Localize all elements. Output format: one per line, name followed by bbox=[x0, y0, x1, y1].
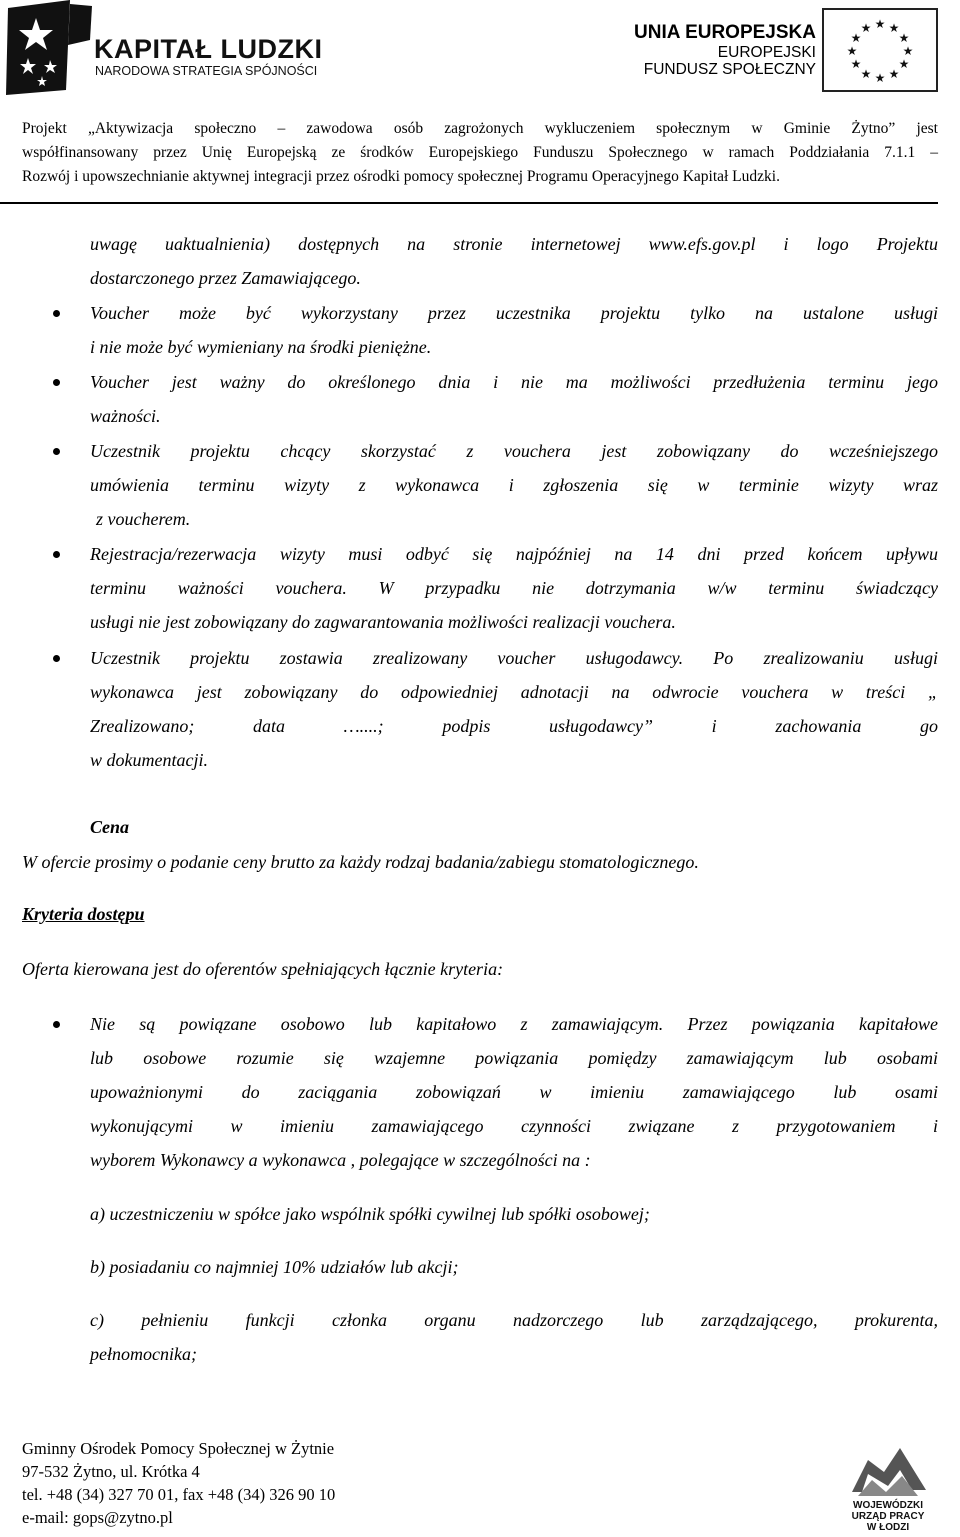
svg-text:★: ★ bbox=[874, 71, 886, 85]
bullet-5-line-4: w dokumentacji. bbox=[90, 750, 208, 770]
item-a: a) uczestniczeniu w spółce jako wspólnik spółki cywilnej lub spółki osobowej; bbox=[90, 1204, 650, 1224]
kapital-ludzki-subtitle: NARODOWA STRATEGIA SPÓJNOŚCI bbox=[95, 64, 318, 78]
item-c-line-1: c) pełnieniu funkcji członka organu nadzorczego lub zarządzającego, prokurenta, bbox=[90, 1310, 938, 1330]
kryteria-bullet-line-5: wyborem Wykonawcy a wykonawca , polegające w szczególności na : bbox=[90, 1150, 591, 1170]
bullet-4-line-3: usługi nie jest zobowiązany do zagwarantowania możliwości realizacji vouchera. bbox=[90, 612, 676, 632]
footer-line-4: e-mail: gops@zytno.pl bbox=[22, 1508, 173, 1527]
svg-text:★: ★ bbox=[874, 17, 886, 31]
bullet-5-line-2: wykonawca jest zobowiązany do odpowiedniej adnotacji na odwrocie vouchera w treści „ bbox=[90, 682, 938, 702]
kryteria-bullet-line-2: lub osobowe rozumie się wzajemne powiązania pomiędzy zamawiającym lub osobami bbox=[90, 1048, 938, 1068]
bullet-2-line-2: ważności. bbox=[90, 406, 161, 426]
svg-text:★: ★ bbox=[902, 44, 914, 58]
eu-logo-line3: FUNDUSZ SPOŁECZNY bbox=[643, 61, 816, 78]
bullet-icon bbox=[53, 379, 60, 386]
svg-text:★: ★ bbox=[898, 57, 910, 71]
eu-logo-line2: EUROPEJSKI bbox=[717, 44, 816, 61]
wup-lodz-logo bbox=[838, 1440, 938, 1532]
svg-text:★: ★ bbox=[888, 67, 900, 81]
bullet-4-line-1: Rejestracja/rezerwacja wizyty musi odbyć się najpóźniej na 14 dni przed końcem upływu bbox=[90, 544, 938, 564]
kryteria-bullet-line-3: upoważnionymi do zaciągania zobowiązań w imieniu zamawiającego lub osami bbox=[90, 1082, 938, 1102]
header-divider bbox=[0, 202, 938, 204]
continuation-line-2: dostarczonego przez Zamawiającego. bbox=[90, 268, 361, 288]
bullet-icon bbox=[53, 551, 60, 558]
bullet-icon bbox=[53, 1021, 60, 1028]
kryteria-bullet-line-1: Nie są powiązane osobowo lub kapitałowo z zamawiającym. Przez powiązania kapitałowe bbox=[90, 1014, 938, 1034]
bullet-2-line-1: Voucher jest ważny do określonego dnia i nie ma możliwości przedłużenia terminu jego bbox=[90, 372, 938, 392]
continuation-line-1: uwagę uaktualnienia) dostępnych na stronie internetowej www.efs.gov.pl i logo Projektu bbox=[90, 234, 938, 254]
eu-logo-line1: UNIA EUROPEJSKA bbox=[634, 22, 816, 43]
footer-line-2: 97-532 Żytno, ul. Krótka 4 bbox=[22, 1462, 200, 1481]
kapital-ludzki-logo bbox=[6, 0, 323, 95]
bullet-5-line-1: Uczestnik projektu zostawia zrealizowany voucher usługodawcy. Po zrealizowaniu usługi bbox=[90, 648, 938, 668]
svg-text:★: ★ bbox=[898, 31, 910, 45]
kapital-ludzki-title: KAPITAŁ LUDZKI bbox=[94, 34, 323, 64]
svg-text:★: ★ bbox=[888, 21, 900, 35]
cena-heading: Cena bbox=[90, 817, 130, 837]
svg-text:★: ★ bbox=[860, 67, 872, 81]
header-project-line-2: współfinansowany przez Unię Europejską ze środków Europejskiego Funduszu Społecznego w ramach Poddziałania 7.1.1 – bbox=[22, 144, 938, 161]
kryteria-heading: Kryteria dostępu bbox=[22, 904, 145, 924]
item-c-line-2: pełnomocnika; bbox=[90, 1344, 197, 1364]
header-project-line-3: Rozwój i upowszechnianie aktywnej integracji przez ośrodki pomocy społecznej Programu Operacyjnego Kapitał Ludzki. bbox=[22, 168, 780, 185]
bullet-1-line-1: Voucher może być wykorzystany przez uczestnika projektu tylko na ustalone usługi bbox=[90, 303, 938, 323]
footer-line-1: Gminny Ośrodek Pomocy Społecznej w Żytnie bbox=[22, 1439, 335, 1458]
wup-logo-line1: WOJEWÓDZKI bbox=[853, 1500, 923, 1511]
bullet-1-line-2: i nie może być wymieniany na środki pieniężne. bbox=[90, 337, 432, 357]
wup-logo-line2: URZĄD PRACY bbox=[851, 1511, 925, 1522]
wup-logo-line3: W ŁODZI bbox=[866, 1522, 910, 1532]
svg-text:★: ★ bbox=[860, 21, 872, 35]
eu-logo bbox=[634, 2, 940, 94]
bullet-5-line-3: Zrealizowano; data …....; podpis usługodawcy” i zachowania go bbox=[90, 716, 938, 736]
wup-emblem-icon bbox=[838, 1440, 938, 1532]
item-b: b) posiadaniu co najmniej 10% udziałów lub akcji; bbox=[90, 1257, 459, 1277]
cena-text: W ofercie prosimy o podanie ceny brutto za każdy rodzaj badania/zabiegu stomatologicznego. bbox=[22, 852, 699, 872]
bullet-3-line-1: Uczestnik projektu chcący skorzystać z vouchera jest zobowiązany do wcześniejszego bbox=[90, 441, 938, 461]
bullet-icon bbox=[53, 655, 60, 662]
header-project-line-1: Projekt „Aktywizacja społeczno – zawodowa osób zagrożonych wykluczeniem społecznym w Gminie Żytno” jest bbox=[22, 120, 938, 137]
bullet-3-line-3: z voucherem. bbox=[96, 509, 191, 529]
eu-flag-icon bbox=[822, 8, 938, 92]
kryteria-bullet-line-4: wykonującymi w imieniu zamawiającego czynności związane z przygotowaniem i bbox=[90, 1116, 938, 1136]
footer-line-3: tel. +48 (34) 327 70 01, fax +48 (34) 326 90 10 bbox=[22, 1485, 336, 1504]
bullet-4-line-2: terminu ważności vouchera. W przypadku nie dotrzymania w/w terminu świadczący bbox=[90, 578, 938, 598]
svg-text:★: ★ bbox=[846, 44, 858, 58]
bullet-3-line-2: umówienia terminu wizyty z wykonawca i zgłoszenia się w terminie wizyty wraz bbox=[90, 475, 938, 495]
bullet-icon bbox=[53, 310, 60, 317]
svg-text:★: ★ bbox=[850, 31, 862, 45]
kapital-ludzki-emblem-icon bbox=[6, 0, 92, 95]
bullet-icon bbox=[53, 448, 60, 455]
kryteria-intro: Oferta kierowana jest do oferentów spełniających łącznie kryteria: bbox=[22, 959, 504, 979]
svg-text:★: ★ bbox=[850, 57, 862, 71]
